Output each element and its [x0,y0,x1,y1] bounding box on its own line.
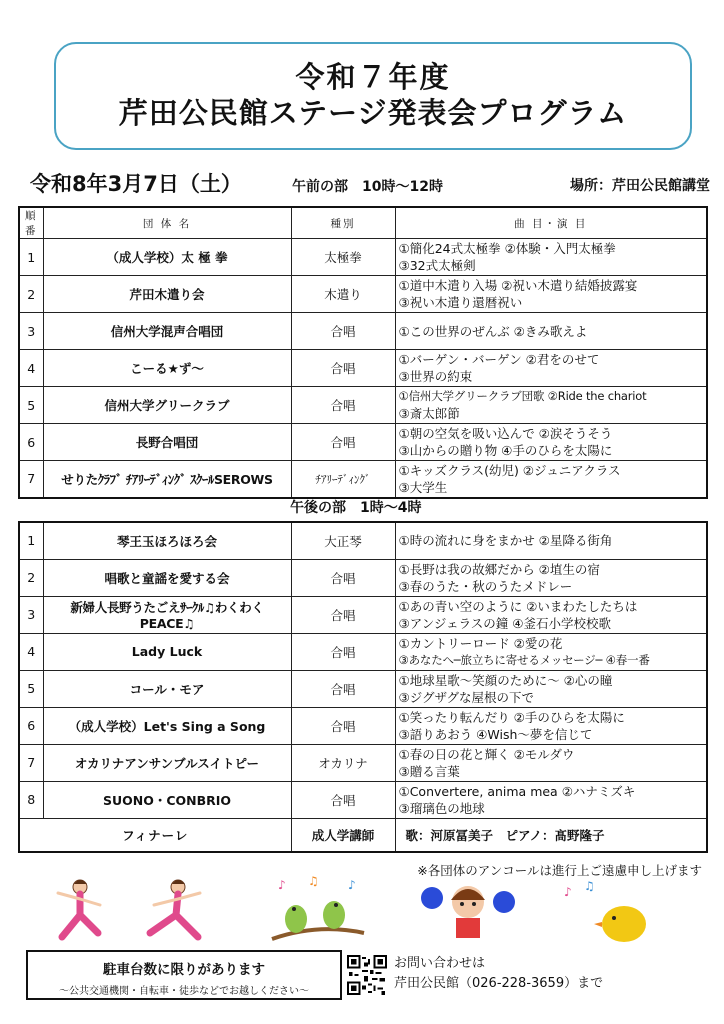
afternoon-session-time: 午後の部 1時～4時 [290,500,422,516]
program-songs [395,670,707,707]
performance-type: 合唱 [291,670,395,707]
row-number: 4 [19,350,43,387]
performance-type: 合唱 [291,596,395,633]
table-row [19,744,707,781]
program-songs [395,596,707,633]
parking-subtitle: ～公共交通機関・自転車・徒歩などでお越しください～ [59,986,309,997]
dancer-icon [150,880,200,937]
afternoon-program-table [18,521,708,853]
program-songs [395,522,707,559]
song-line: ①地球星歌～笑顔のために～ ②心の瞳 [398,672,613,688]
program-songs [395,239,707,276]
group-name: SUONO・CONBRIO [43,781,291,818]
song-line: ③32式太極剣 [398,258,476,273]
program-songs [395,781,707,818]
song-line: ①バーゲン・バーゲン ②君をのせて [398,352,600,367]
table-row [19,670,707,707]
group-name: 信州大学グリークラブ [43,387,291,424]
title-year: 令和７年度 [295,59,451,94]
page-title: 芹田公民館ステージ発表会プログラム [118,95,628,130]
venue: 場所：芹田公民館講堂 [570,178,710,194]
group-name: こーる★ず～ [43,350,291,387]
song-line: ③世界の約束 [398,369,473,384]
song-line: ③祝い木遣り還暦祝い [398,295,523,310]
song-line: ①春の日の花と輝く ②モルダウ [398,746,575,762]
song-line: ③アンジェラスの鐘 ④釜石小学校校歌 [398,615,611,631]
group-name: （成人学校）太 極 拳 [43,239,291,276]
music-note-icon: ♫ [308,875,319,888]
table-row [19,461,707,498]
contact-line2: 芹田公民館（026-228-3659）まで [394,976,604,991]
header-type: 種別 [291,207,395,239]
song-line: ①カントリーロード ②愛の花 [398,635,563,651]
song-line: ③山からの贈り物 ④手のひらを太陽に [398,443,613,458]
chick-illustration [562,880,652,950]
group-name: オカリナアンサンブルスイトピー [43,744,291,781]
song-line: ①笑ったり転んだり ②手のひらを太陽に [398,709,625,725]
date-row [30,168,710,198]
performance-type: 合唱 [291,313,395,350]
song-line: ①朝の空気を吸い込んで ②涙そうそう [398,426,613,441]
program-songs [395,559,707,596]
song-line: ③斎太郎節 [398,406,460,421]
row-number: 3 [19,313,43,350]
parking-notice [26,950,342,1000]
morning-program-table [18,206,708,499]
morning-session-time: 午前の部 10時～12時 [292,179,443,195]
table-row [19,387,707,424]
row-number: 3 [19,596,43,633]
table-row [19,522,707,559]
row-number: 1 [19,239,43,276]
contact-info [394,954,603,994]
finale-cast: 歌：河原冨美子 ピアノ：髙野隆子 [395,818,707,852]
table-row [19,596,707,633]
group-name: Lady Luck [43,633,291,670]
row-number: 2 [19,276,43,313]
music-note-icon: ♫ [584,880,595,893]
title-box [54,42,692,150]
header-no: 順番 [19,207,43,239]
finale-label: フィナーレ [19,818,291,852]
song-line: ③語りあおう ④Wish～夢を信じて [398,726,593,742]
performance-type: オカリナ [291,744,395,781]
group-name: 芹田木遣り会 [43,276,291,313]
song-line: ③瑠璃色の地球 [398,800,485,816]
music-note-icon: ♪ [348,878,356,892]
song-line: ①時の流れに身をまかせ ②星降る街角 [398,533,613,549]
performance-type: 合唱 [291,707,395,744]
program-songs [395,633,707,670]
chick-icon [594,906,646,942]
song-line: ①道中木遣り入場 ②祝い木遣り結婚披露宴 [398,278,638,293]
row-number: 5 [19,670,43,707]
table-row [19,424,707,461]
cheerleader-icon [421,886,515,938]
group-name: せりたｸﾗﾌﾞ ﾁｱﾘｰﾃﾞｨﾝｸﾞ ｽｸｰﾙSEROWS [43,461,291,498]
contact-line1: お問い合わせは [394,956,486,971]
performance-type: 合唱 [291,559,395,596]
performance-type: ﾁｱﾘｰﾃﾞｨﾝｸﾞ [291,461,395,498]
branch-icon [272,929,364,939]
performance-type: 合唱 [291,350,395,387]
group-name: コール・モア [43,670,291,707]
program-songs [395,744,707,781]
table-header [19,207,707,239]
row-number: 6 [19,707,43,744]
row-number: 2 [19,559,43,596]
table-row [19,707,707,744]
song-line: ①キッズクラス(幼児) ②ジュニアクラス [398,462,621,478]
song-line: ①信州大学グリークラブ団歌 ②Ride the chariot [398,389,647,403]
table-row [19,276,707,313]
performance-type: 大正琴 [291,522,395,559]
table-row [19,559,707,596]
row-number: 7 [19,744,43,781]
header-name: 団 体 名 [43,207,291,239]
group-name: 新婦人長野うたごえｻｰｸﾙ♫わくわくPEACE♫ [43,596,291,633]
row-number: 6 [19,424,43,461]
header-songs: 曲 目・演 目 [395,207,707,239]
song-line: ③大学生 [398,479,448,495]
qr-code-icon[interactable] [347,955,387,995]
finale-type: 成人学講師 [291,818,395,852]
cheerleader-illustration [418,876,518,946]
row-number: 4 [19,633,43,670]
performance-type: 合唱 [291,633,395,670]
event-date: 令和8年3月7日（土） [30,172,242,196]
group-name: （成人学校）Let's Sing a Song [43,707,291,744]
performance-type: 合唱 [291,424,395,461]
program-songs [395,707,707,744]
row-number: 1 [19,522,43,559]
program-songs [395,424,707,461]
row-number: 8 [19,781,43,818]
table-row [19,781,707,818]
finale-row [19,818,707,852]
song-line: ①あの青い空のように ②いまわたしたちは [398,598,638,614]
song-line: ③ジグザグな屋根の下で [398,689,534,705]
performance-type: 合唱 [291,387,395,424]
table-row [19,350,707,387]
bird-icon [323,901,345,929]
program-songs [395,350,707,387]
dancers-illustration [50,875,210,945]
group-name: 唱歌と童謡を愛する会 [43,559,291,596]
bird-icon [285,905,307,933]
program-songs [395,461,707,498]
table-row [19,313,707,350]
song-line: ③あなたへ─旅立ちに寄せるメッセージ─ ④春一番 [398,652,650,667]
birds-illustration [268,875,368,945]
song-line: ③春のうた・秋のうたメドレー [398,578,573,594]
performance-type: 木遣り [291,276,395,313]
song-line: ①Convertere, anima mea ②ハナミズキ [398,783,636,799]
performance-type: 太極拳 [291,239,395,276]
group-name: 長野合唱団 [43,424,291,461]
song-line: ①長野は我の故郷だから ②埴生の宿 [398,561,600,577]
music-note-icon: ♪ [278,878,286,892]
encore-note: ※各団体のアンコールは進行上ご遠慮申し上げます [417,863,702,878]
row-number: 7 [19,461,43,498]
program-songs [395,313,707,350]
performance-type: 合唱 [291,781,395,818]
music-note-icon: ♪ [564,885,572,899]
song-line: ①簡化24式太極拳 ②体験・入門太極拳 [398,241,616,256]
table-row [19,633,707,670]
song-line: ③贈る言葉 [398,763,460,779]
program-songs [395,276,707,313]
row-number: 5 [19,387,43,424]
table-row [19,239,707,276]
program-songs [395,387,707,424]
dancer-icon [58,880,100,937]
group-name: 琴王玉ほろほろ会 [43,522,291,559]
parking-title: 駐車台数に限りがあります [103,962,265,978]
song-line: ①この世界のぜんぶ ②きみ歌えよ [398,323,588,339]
group-name: 信州大学混声合唱団 [43,313,291,350]
